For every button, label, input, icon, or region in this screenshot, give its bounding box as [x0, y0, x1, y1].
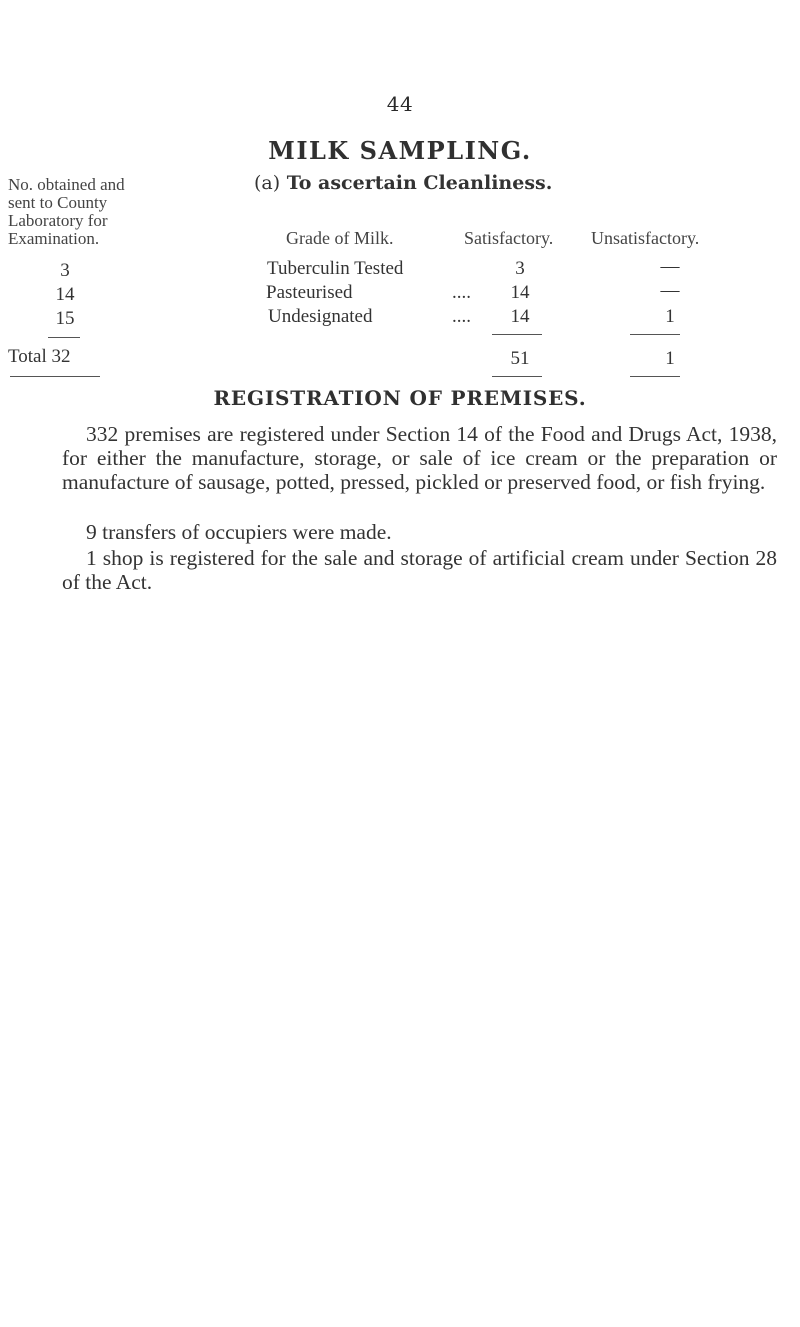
total-rule [630, 376, 680, 377]
satisfactory-column-header: Satisfactory. [464, 228, 554, 248]
dot-leader: .... [452, 306, 471, 327]
satisfactory-count: 14 [510, 306, 530, 327]
subtotal-rule [48, 337, 80, 338]
obtained-count: 14 [55, 284, 75, 305]
total-label: Total 32 [8, 346, 71, 367]
registration-title: REGISTRATION OF PREMISES. [213, 386, 587, 410]
grade-name: Tuberculin Tested [267, 258, 404, 279]
obtained-count: 3 [60, 260, 70, 281]
paragraph-text: 1 shop is registered for the sale and storage of artificial cream under Section 28 of the Act. [62, 546, 777, 594]
registration-paragraph [62, 422, 777, 494]
registration-paragraph [62, 546, 777, 594]
subheading-text: To ascertain Cleanliness. [286, 172, 553, 194]
satisfactory-total: 51 [510, 348, 530, 369]
satisfactory-count: 14 [510, 282, 530, 303]
registration-paragraph [62, 520, 777, 544]
obtained-heading-line: Examination. [8, 229, 100, 248]
obtained-heading-line: No. obtained and [8, 175, 125, 194]
dot-leader: .... [452, 282, 471, 303]
milk-sampling-title: MILK SAMPLING. [268, 136, 532, 165]
grade-name: Undesignated [268, 306, 373, 327]
unsatisfactory-count: — [660, 256, 680, 277]
unsatisfactory-count: — [660, 280, 680, 301]
unsatisfactory-column-header: Unsatisfactory. [591, 228, 700, 248]
obtained-heading-line: Laboratory for [8, 211, 108, 230]
cleanliness-subheading [254, 172, 552, 194]
paragraph-text: 332 premises are registered under Section 14 of the Food and Drugs Act, 1938, for either the manufacture, storage, or sale of ice cream or the preparation or manufacture of sausage, potted, pressed, pickled or preserved food, or fish frying. [62, 422, 777, 494]
grade-name: Pasteurised [266, 282, 353, 303]
page-number: 44 [386, 92, 414, 116]
grade-column-header: Grade of Milk. [286, 228, 394, 248]
obtained-count: 15 [55, 308, 75, 329]
obtained-heading-line: sent to County [8, 193, 108, 212]
total-rule [492, 376, 542, 377]
subtotal-rule [630, 334, 680, 335]
subtotal-rule [492, 334, 542, 335]
obtained-column-heading [8, 176, 240, 248]
unsatisfactory-count: 1 [665, 306, 675, 327]
paragraph-text: 9 transfers of occupiers were made. [86, 520, 392, 544]
satisfactory-count: 3 [515, 258, 525, 279]
total-rule [10, 376, 100, 377]
unsatisfactory-total: 1 [665, 348, 675, 369]
subheading-marker: (a) [254, 172, 281, 194]
